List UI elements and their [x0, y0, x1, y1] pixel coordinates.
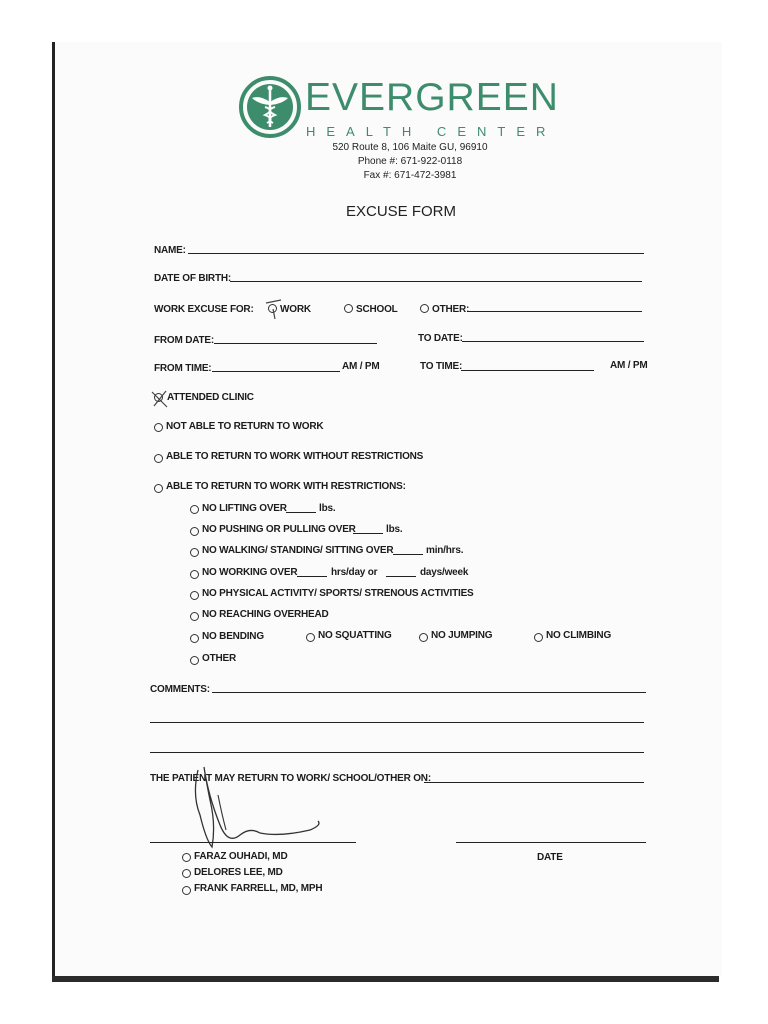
clinic-address: 520 Route 8, 106 Maite GU, 96910	[332, 142, 488, 153]
excuse-school-label: SCHOOL	[356, 304, 398, 315]
no-bending-label: NO BENDING	[202, 631, 264, 642]
no-walking-label: NO WALKING/ STANDING/ SITTING OVER	[202, 545, 394, 556]
no-walking-checkbox[interactable]	[190, 548, 199, 557]
no-climbing-label: NO CLIMBING	[546, 630, 612, 641]
no-working-checkbox[interactable]	[190, 570, 199, 579]
return-date-field[interactable]	[424, 782, 644, 783]
clinic-phone: Phone #: 671-922-0118	[357, 156, 463, 167]
comments-field-line-3[interactable]	[150, 752, 644, 753]
no-climbing-checkbox[interactable]	[534, 633, 543, 642]
no-lifting-checkbox[interactable]	[190, 505, 199, 514]
able-with-restrictions-label: ABLE TO RETURN TO WORK WITH RESTRICTIONS:	[166, 481, 406, 492]
physician-farrell-checkbox[interactable]	[182, 886, 191, 895]
no-reaching-checkbox[interactable]	[190, 612, 199, 621]
excuse-work-label: WORK	[280, 304, 311, 315]
logo-wordmark: EVERGREEN	[305, 76, 559, 119]
no-squatting-checkbox[interactable]	[306, 633, 315, 642]
no-lifting-field[interactable]	[286, 512, 316, 513]
to-date-field[interactable]	[462, 341, 644, 342]
dob-label: DATE OF BIRTH:	[154, 273, 232, 284]
no-physical-activity-checkbox[interactable]	[190, 591, 199, 600]
return-date-label: THE PATIENT MAY RETURN TO WORK/ SCHOOL/OTHER ON:	[150, 773, 431, 784]
physician-farrell-label: FRANK FARRELL, MD, MPH	[194, 883, 323, 894]
no-working-label: NO WORKING OVER	[202, 567, 298, 578]
from-time-ampm: AM / PM	[342, 361, 380, 372]
excuse-school-radio[interactable]	[344, 304, 353, 313]
caduceus-icon	[238, 74, 302, 140]
physician-ouhadi-checkbox[interactable]	[182, 853, 191, 862]
no-reaching-label: NO REACHING OVERHEAD	[202, 609, 329, 620]
no-working-days-field[interactable]	[386, 576, 416, 577]
signature-field[interactable]	[150, 842, 356, 843]
name-label: NAME:	[154, 245, 186, 256]
no-pushing-checkbox[interactable]	[190, 527, 199, 536]
to-time-ampm: AM / PM	[610, 360, 648, 371]
able-with-restrictions-checkbox[interactable]	[154, 484, 163, 493]
other-restriction-label: OTHER	[202, 653, 237, 664]
excuse-other-label: OTHER:	[432, 304, 470, 315]
no-squatting-label: NO SQUATTING	[318, 630, 392, 641]
able-without-restrictions-checkbox[interactable]	[154, 454, 163, 463]
name-field[interactable]	[188, 253, 644, 254]
form-title: EXCUSE FORM	[346, 203, 457, 220]
no-lifting-label: NO LIFTING OVER	[202, 503, 287, 514]
no-walking-unit: min/hrs.	[426, 545, 464, 556]
other-restriction-checkbox[interactable]	[190, 656, 199, 665]
signature-date-field[interactable]	[456, 842, 646, 843]
from-time-field[interactable]	[212, 371, 340, 372]
form-paper	[52, 42, 722, 976]
to-time-label: TO TIME:	[420, 361, 463, 372]
comments-field-line-1[interactable]	[212, 692, 646, 693]
no-jumping-label: NO JUMPING	[431, 630, 493, 641]
logo-subtitle: HEALTH CENTER	[306, 124, 557, 139]
no-pushing-label: NO PUSHING OR PULLING OVER	[202, 524, 356, 535]
no-pushing-unit: lbs.	[386, 524, 403, 535]
physician-signature	[180, 755, 330, 855]
no-lifting-unit: lbs.	[319, 503, 336, 514]
physician-lee-label: DELORES LEE, MD	[194, 867, 283, 878]
physician-ouhadi-label: FARAZ OUHADI, MD	[194, 851, 288, 862]
no-jumping-checkbox[interactable]	[419, 633, 428, 642]
excuse-other-radio[interactable]	[420, 304, 429, 313]
to-date-label: TO DATE:	[418, 333, 463, 344]
able-without-restrictions-label: ABLE TO RETURN TO WORK WITHOUT RESTRICTIONS	[166, 451, 424, 462]
no-working-hours-field[interactable]	[297, 576, 327, 577]
comments-label: COMMENTS:	[150, 684, 210, 695]
excuse-for-label: WORK EXCUSE FOR:	[154, 304, 254, 315]
from-date-label: FROM DATE:	[154, 335, 215, 346]
no-pushing-field[interactable]	[353, 533, 383, 534]
from-date-field[interactable]	[214, 343, 377, 344]
from-time-label: FROM TIME:	[154, 363, 212, 374]
attended-clinic-label: ATTENDED CLINIC	[167, 392, 254, 403]
to-time-field[interactable]	[461, 370, 594, 371]
no-physical-activity-label: NO PHYSICAL ACTIVITY/ SPORTS/ STRENOUS ACTIVITIES	[202, 588, 474, 599]
date-label: DATE	[537, 852, 563, 863]
no-working-hours-unit: hrs/day or	[331, 567, 378, 578]
not-able-to-return-label: NOT ABLE TO RETURN TO WORK	[166, 421, 324, 432]
no-bending-checkbox[interactable]	[190, 634, 199, 643]
paper-bottom-edge	[52, 976, 719, 982]
not-able-to-return-checkbox[interactable]	[154, 423, 163, 432]
comments-field-line-2[interactable]	[150, 722, 644, 723]
clinic-fax: Fax #: 671-472-3981	[363, 170, 457, 181]
dob-field[interactable]	[230, 281, 642, 282]
excuse-other-field[interactable]	[468, 311, 642, 312]
no-walking-field[interactable]	[393, 554, 423, 555]
physician-lee-checkbox[interactable]	[182, 869, 191, 878]
no-working-days-unit: days/week	[420, 567, 469, 578]
